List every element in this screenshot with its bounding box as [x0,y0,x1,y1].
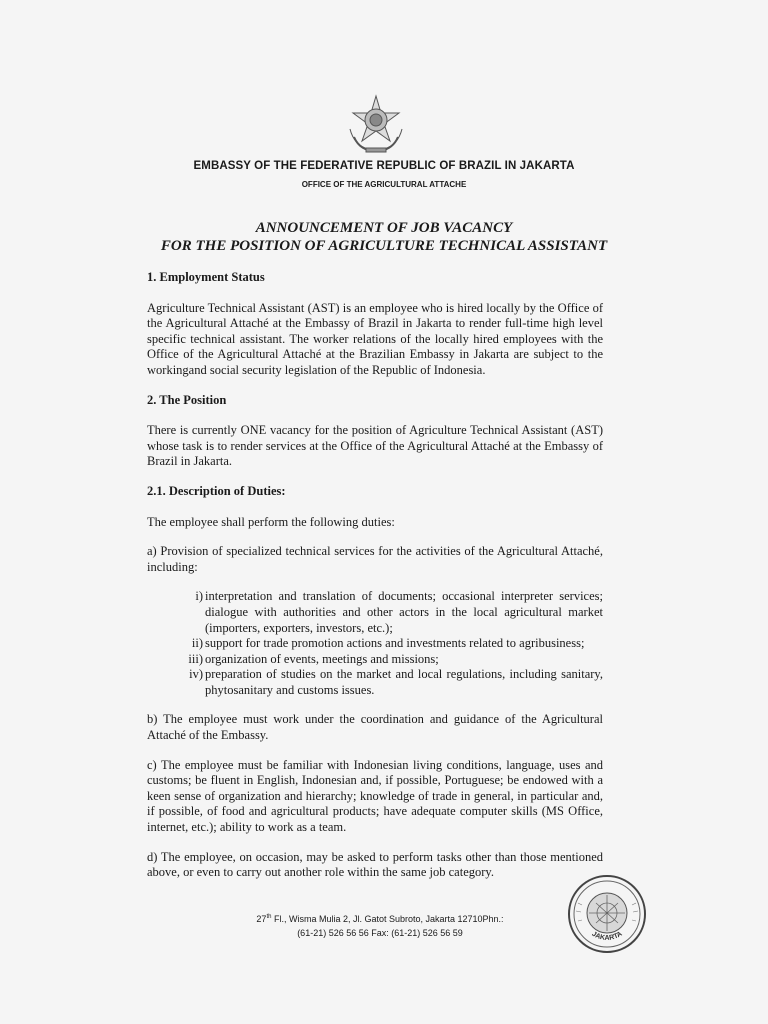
section-heading-duties: 2.1. Description of Duties: [147,483,286,498]
list-item-number: iv) [189,667,203,682]
office-title: OFFICE OF THE AGRICULTURAL ATTACHE [301,180,467,189]
address-text: Fl., Wisma Mulia 2, Jl. Gatot Subroto, Jakarta 12710Phn.: [271,914,504,924]
employment-status-paragraph: Agriculture Technical Assistant (AST) is an employee who is hired locally by the Office of the Agricultural Attaché at the Embassy of Brazil in Jakarta to render full-time high level specific technical assistant. The worker relations of the locally hired employees with the Office of the Agricultural Attaché at the Brazilian Embassy in Jakarta are subject to the workingand social security legislation of the Republic of Indonesia. [147,300,603,377]
list-item [183,636,603,652]
announcement-title [0,219,768,255]
floor-suffix: th [266,914,272,920]
footer-address [210,910,550,940]
position-paragraph: There is currently ONE vacancy for the position of Agriculture Technical Assistant (AST) whose task is to render services at the Office of the Agricultural Attaché at the Embassy of Brazil in Jakarta. [147,423,603,469]
duty-b-paragraph: b) The employee must work under the coordination and guidance of the Agricultural Attaché of the Embassy. [147,712,603,743]
announcement-line-1: ANNOUNCEMENT OF JOB VACANCY [255,220,513,236]
duty-a-list [183,589,603,698]
list-item-text: organization of events, meetings and missions; [205,651,439,666]
list-item-text: preparation of studies on the market and local regulations, including sanitary, phytosanitary and customs issues. [205,667,603,697]
duty-a-intro: a) Provision of specialized technical services for the activities of the Agricultural Attaché, including: [147,544,603,574]
list-item-number: i) [195,589,203,604]
list-item-text: interpretation and translation of documents; occasional interpreter services; dialogue with authorities and other actors in the local agricultural market (importers, exporters, investors, etc.); [205,589,603,635]
document-body [147,270,603,895]
embassy-title: EMBASSY OF THE FEDERATIVE REPUBLIC OF BRAZIL IN JAKARTA [193,160,575,172]
list-item [183,589,603,636]
footer-phone-fax: (61-21) 526 56 56 Fax: (61-21) 526 56 59 [297,928,463,938]
list-item-text: support for trade promotion actions and investments related to agribusiness; [205,636,585,651]
embassy-seal-stamp-icon [566,873,648,955]
list-item-number: iii) [188,651,203,666]
list-item [183,652,603,668]
floor-number: 27 [256,914,267,924]
list-item [183,667,603,698]
duty-c-paragraph: c) The employee must be familiar with Indonesian living conditions, language, uses and customs; be fluent in English, Indonesian and, if possible, Portuguese; be endowed with a keen sense of organization and hierarchy; knowledge of trade in general, in particular and, if possible, of food and agricultural products; have adequate computer skills (MS Office, internet, etc.); ability to work as a team. [147,757,603,835]
stamp-text: JAKARTA [590,930,624,942]
announcement-line-2: FOR THE POSITION OF AGRICULTURE TECHNICAL ASSISTANT [160,238,608,254]
coat-of-arms-icon [346,93,406,155]
section-heading-position: 2. The Position [147,392,227,407]
duties-intro: The employee shall perform the following duties: [147,514,395,529]
section-heading-employment-status: 1. Employment Status [147,270,265,284]
duty-d-paragraph: d) The employee, on occasion, may be asked to perform tasks other than those mentioned above, or even to carry out another role within the same job category. [147,849,603,880]
list-item-number: ii) [191,636,203,651]
footer-line-1 [210,910,550,926]
